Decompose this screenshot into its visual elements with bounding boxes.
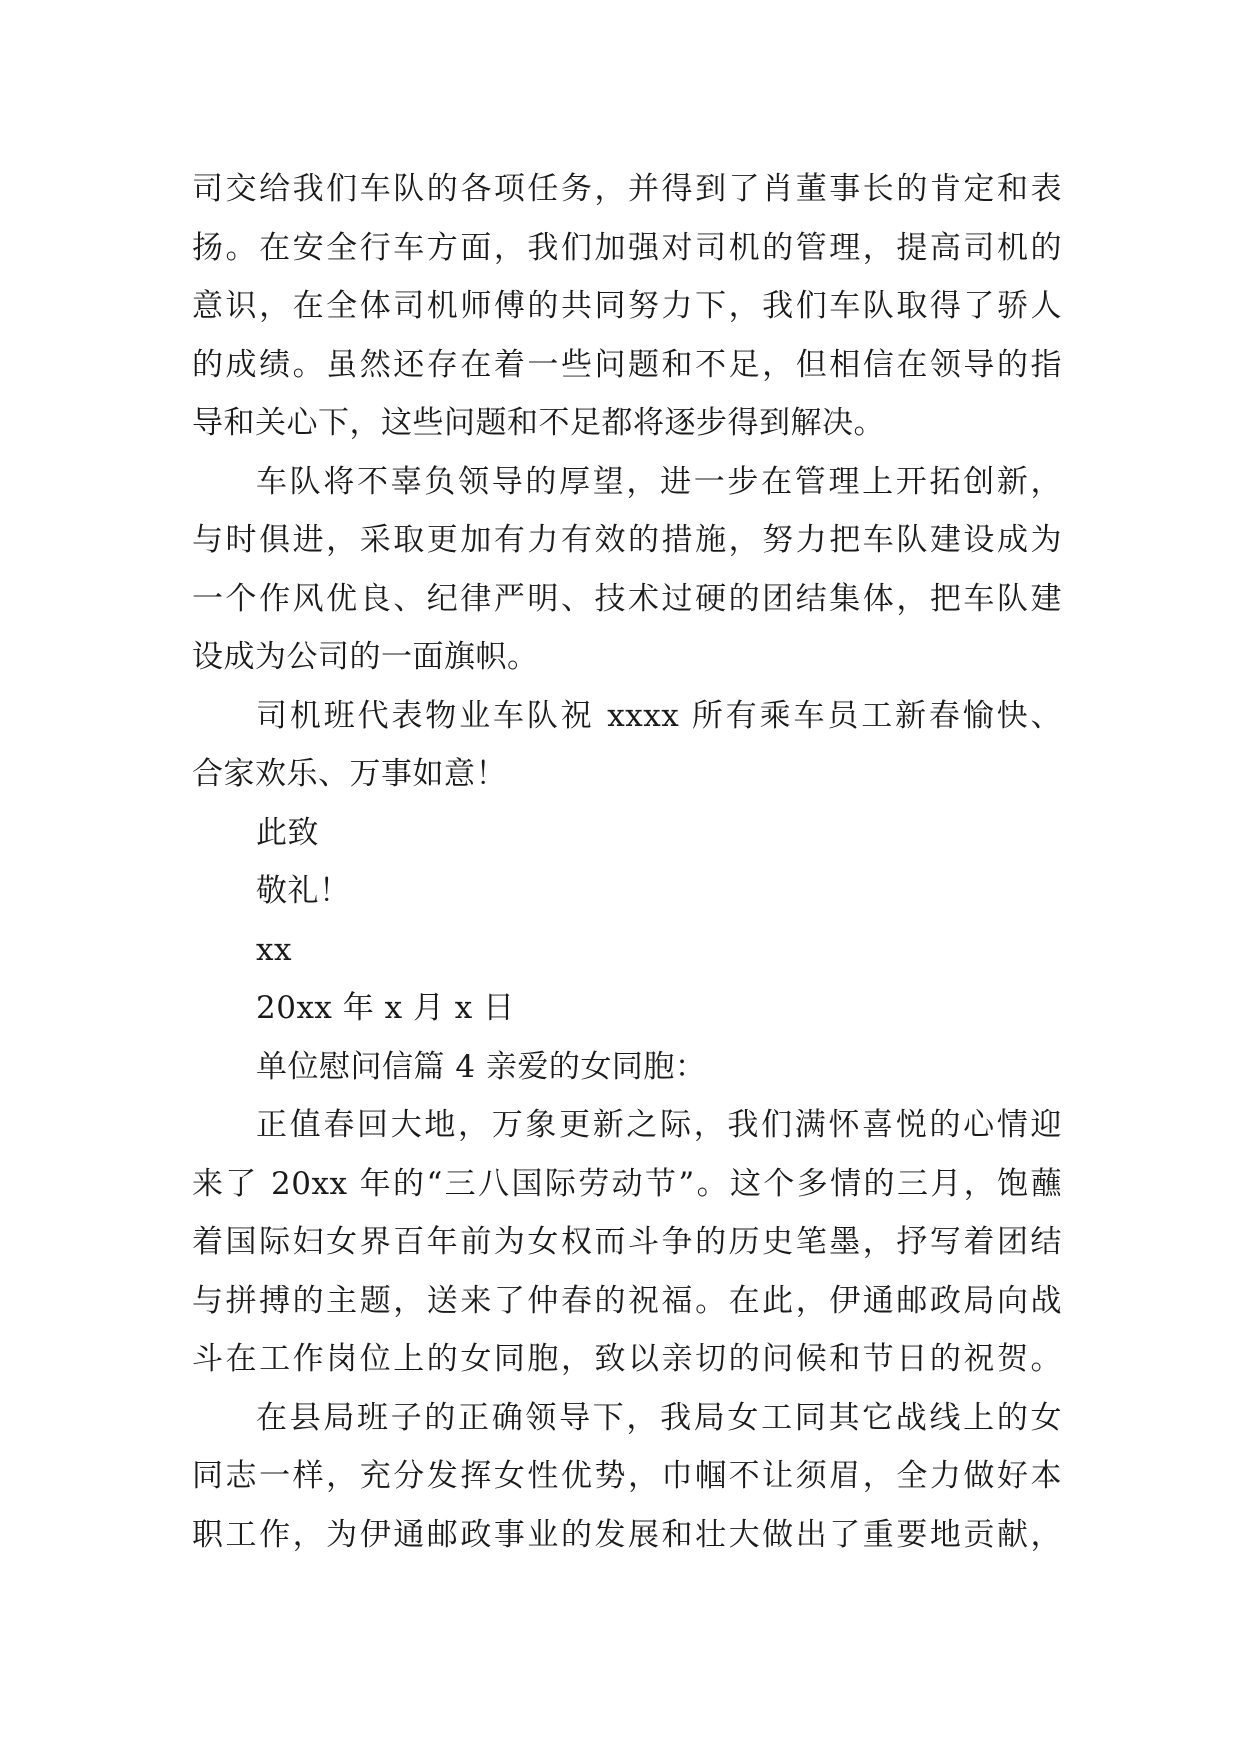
paragraph-start-line: 在县局班子的正确领导下，我局女工同其它战线上的女 [256, 1399, 1062, 1436]
paragraph-start-line: 正值春回大地，万象更新之际，我们满怀喜悦的心情迎 [256, 1107, 1062, 1143]
letter-heading: 单位慰问信篇 4 亲爱的女同胞： [256, 1048, 707, 1085]
closing-salutation: 此致 [256, 814, 319, 851]
text-line: 一个作风优良、纪律严明、技术过硬的团结集体，把车队建 [192, 580, 1062, 617]
text-line: 着国际妇女界百年前为女权而斗争的历史笔墨，抒写着团结 [192, 1224, 1062, 1260]
text-line: 意识，在全体司机师傅的共同努力下，我们车队取得了骄人 [192, 288, 1062, 324]
text-line: 导和关心下，这些问题和不足都将逐步得到解决。 [192, 405, 885, 441]
paragraph-start-line: 车队将不辜负领导的厚望，进一步在管理上开拓创新， [256, 463, 1062, 500]
text-line: 的成绩。虽然还存在着一些问题和不足，但相信在领导的指 [192, 346, 1062, 383]
closing-regards: 敬礼！ [256, 873, 351, 909]
text-line: 职工作，为伊通邮政事业的发展和壮大做出了重要地贡献， [192, 1516, 1062, 1553]
text-line: 与拼搏的主题，送来了仲春的祝福。在此，伊通邮政局向战 [192, 1282, 1062, 1319]
text-line: 与时俱进，采取更加有力有效的措施，努力把车队建设成为 [192, 522, 1062, 558]
document-body [192, 160, 1062, 1564]
text-line: 来了 20xx 年的“三八国际劳动节”。这个多情的三月，饱蘸 [192, 1165, 1062, 1202]
text-line: 同志一样，充分发挥女性优势，巾帼不让须眉，全力做好本 [192, 1458, 1062, 1494]
paragraph-start-line: 司机班代表物业车队祝 xxxx 所有乘车员工新春愉快、 [256, 697, 1062, 734]
text-line: 司交给我们车队的各项任务，并得到了肖董事长的肯定和表 [192, 171, 1062, 207]
signature-name: xx [256, 931, 292, 968]
text-line: 扬。在安全行车方面，我们加强对司机的管理，提高司机的 [192, 229, 1062, 266]
text-line: 设成为公司的一面旗帜。 [192, 639, 539, 675]
text-line: 合家欢乐、万事如意！ [192, 756, 507, 792]
text-line: 斗在工作岗位上的女同胞，致以亲切的问候和节日的祝贺。 [192, 1341, 1062, 1377]
signature-date: 20xx 年 x 月 x 日 [256, 990, 515, 1026]
